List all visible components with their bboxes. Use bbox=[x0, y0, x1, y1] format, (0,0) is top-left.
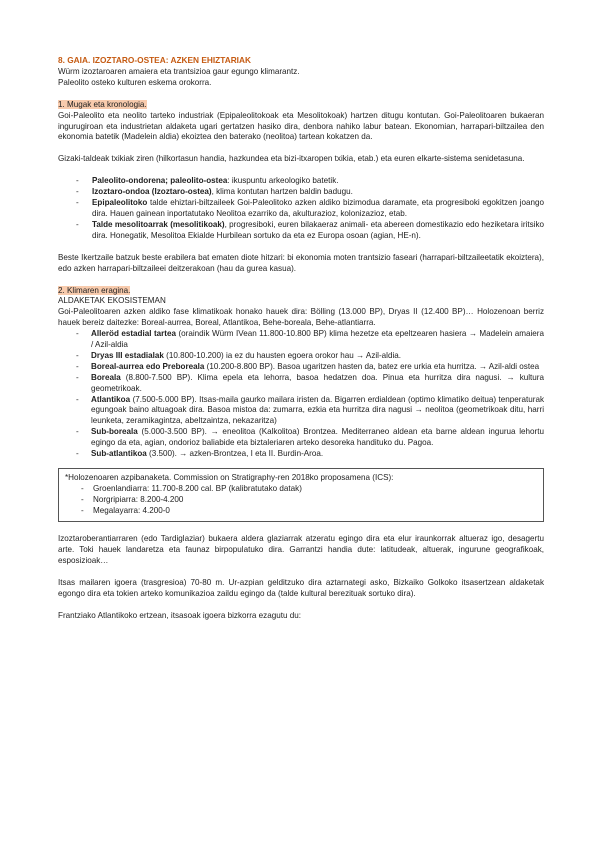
paragraph: Itsas mailaren igoera (trasgresioa) 70-80 m. Ur-azpian gelditzuko dira aztarnategi asko, Bizkaiko Golkoko itsasertzean aldaketak egongo dira eta tokien arteko komunikazioa zaildu egingo da (talde kultural berezituak sortuko dira). bbox=[58, 577, 544, 598]
list-item bbox=[58, 449, 544, 460]
climate-phases-list bbox=[58, 329, 544, 460]
list-item bbox=[58, 176, 544, 187]
holocene-subdivision-list bbox=[65, 484, 537, 517]
term: Sub-atlantikoa bbox=[91, 449, 147, 459]
term: Atlantikoa bbox=[91, 394, 131, 404]
list-item bbox=[58, 427, 544, 449]
term: Alleröd estadial tartea bbox=[91, 329, 176, 339]
list-item bbox=[58, 220, 544, 242]
holocene-note-box bbox=[58, 468, 544, 522]
spacer bbox=[58, 522, 544, 534]
list-item bbox=[58, 351, 544, 362]
spacer bbox=[58, 89, 544, 100]
list-item: - Megalayarra: 4.200-0 bbox=[65, 506, 537, 517]
definition: (7.500-5.000 BP). Itsas-maila gaurko mailara iristen da. Bigarren erdialdean (optimo klimatiko deitua) tenperaturak egungoak baino altuagoak dira. Basoa mistoa da: zumarra, ezkia eta hurritza dira nagusi → neolitoa (geometrikoak ditu, harri leunketa, zeramikagintza, abeltzaintza, nekazaritza) bbox=[91, 394, 544, 426]
note-title: *Holozenoaren azpibanaketa. Commission on Stratigraphy-ren 2018ko proposamena (ICS): bbox=[65, 473, 394, 482]
term: Sub-boreala bbox=[91, 427, 138, 437]
term: Epipaleolitoko bbox=[92, 198, 148, 208]
paragraph: Frantziako Atlantikoko ertzean, itsasoak igoera bizkorra ezagutu du: bbox=[58, 610, 301, 620]
term: Boreala bbox=[91, 372, 121, 382]
spacer bbox=[58, 143, 544, 154]
paragraph: Beste Ikertzaile batzuk beste erabilera bat ematen diote hitzari: bi ekonomia moten trantsizio faseari (harrapari-biltzaileetatik ekoiztera), edo azken harrapari-biltzaileei deitzerakoan (hau da gurea kasua). bbox=[58, 252, 544, 273]
list-item bbox=[58, 362, 544, 373]
section-heading bbox=[58, 100, 544, 111]
subheading: ALDAKETAK EKOSISTEMAN bbox=[58, 296, 166, 306]
paragraph: Goi-Paleolitoaren azken aldiko fase klimatikoak honako hauek dira: Bölling (13.000 BP), Dryas II (12.400 BP)… Holozenoan berriz hauek bereiz daitezke: Boreal-aurrea, Boreal, Atlantikoa, Behe-boreala, Behe-atlantiarra. bbox=[58, 307, 544, 328]
definition: (oraindik Würm IVean 11.800-10.800 BP) klima hezetze eta epeltzearen hasiera → Madelein amaiera / Azil-aldia bbox=[91, 329, 544, 350]
spacer bbox=[58, 242, 544, 253]
list-item bbox=[58, 329, 544, 351]
definition: (5.000-3.500 BP). → eneolitoa (Kalkolitoa) Brontzea. Mediterraneo aldean eta barne aldean ingurua lehortu egingo da eta, agian, ondorioz baliabide eta biztaleriaren arteko desoreka handituko du. Pagoa. bbox=[91, 427, 544, 448]
paragraph: Goi-Paleolito eta neolito tarteko industriak (Epipaleolitokoak eta Mesolitokoak) hartzen ditugu kontutan. Goi-Paleolitoaren bukaeran ingurugiroan eta industrietan aldaketa ugari gertatzen hasiko dira, denbora nahiko labur batean. Ekonomian, harrapari-biltzailea den ekonomia batetik (Madelein aldia) ekoiztea den baterako (neolitoa) tartean kokatzen da. bbox=[58, 110, 544, 142]
list-item bbox=[58, 395, 544, 428]
terminology-list bbox=[58, 176, 544, 241]
list-item bbox=[58, 198, 544, 220]
spacer bbox=[58, 275, 544, 286]
list-item bbox=[58, 187, 544, 198]
definition: (10.200-8.800 BP). Basoa ugaritzen hasten da, batez ere urkia eta hurritza. → Azil-aldi ostea bbox=[204, 361, 540, 371]
term: Paleolito-ondorena; paleolito-ostea bbox=[92, 176, 228, 186]
spacer bbox=[58, 567, 544, 578]
document-page bbox=[58, 55, 544, 621]
term: Boreal-aurrea edo Preboreala bbox=[91, 361, 205, 371]
chapter-title: 8. GAIA. IZOZTARO-OSTEA: AZKEN EHIZTARIAK bbox=[58, 55, 251, 65]
section-heading-text: 2. Klimaren eragina. bbox=[58, 285, 131, 295]
definition: : ikuspuntu arkeologiko batetik. bbox=[227, 176, 339, 186]
term: Talde mesolitoarrak (mesolitikoak) bbox=[92, 219, 225, 229]
definition: (3.500). → azken-Brontzea, I eta II. Burdin-Aroa. bbox=[146, 449, 324, 459]
definition: , progresiboki, euren bilakaeraz animali- eta abereen domestikazio edo heziketara iritsiko dira. Honegatik, Mesolitoa Ekialde Hurbilean sortuko da eta ez Europa osoan (agian, HE-n). bbox=[92, 219, 544, 240]
list-item bbox=[58, 373, 544, 395]
list-item: - Norgripiarra: 8.200-4.200 bbox=[65, 495, 537, 506]
definition: talde ehiztari-biltzaileek Goi-Paleolitoko azken aldiko bizimodua daramate, eta progresiboki egokitzen joango dira. Hauen gainean inportatutako Neolitoa ezarriko da, akulturazioz, kolonizazioz, etab. bbox=[92, 198, 544, 218]
intro-line: Paleolito osteko kulturen eskema orokorra. bbox=[58, 77, 212, 87]
definition: (10.800-10.200) ia ez du hausten egoera orokor hau → Azil-aldia. bbox=[163, 350, 402, 360]
intro-line: Würm izoztaroaren amaiera eta trantsizioa gaur egungo klimarantz. bbox=[58, 66, 300, 76]
definition: (8.800-7.500 BP). Klima epela eta lehorra, basoa hedatzen doa. Pinua eta hurritza dira nagusi. → kultura geometrikoak. bbox=[91, 372, 544, 393]
term: Dryas III estadialak bbox=[91, 350, 164, 360]
definition: , klima kontutan hartzen baldin badugu. bbox=[211, 187, 353, 197]
list-item: - Groenlandiarra: 11.700-8.200 cal. BP (kalibratutako datak) bbox=[65, 484, 537, 495]
term: Izoztaro-ondoa (Izoztaro-ostea) bbox=[92, 187, 212, 197]
paragraph: Gizaki-taldeak txikiak ziren (hilkortasun handia, hazkundea eta bizi-itxaropen txikia, etab.) eta euren elkarte-sistema senidetasuna. bbox=[58, 154, 525, 164]
spacer bbox=[58, 600, 544, 611]
paragraph: Izoztaroberantiarraren (edo Tardiglaziar) bukaera aldera glaziarrak atzeratu egingo dira eta elur iraunkorrak altueraz igo, desagertu arte. Toki hauek landaretza eta faunaz birpopulatuko dira. Garrantzi handia dute: latitudeak, altuerak, ingurune geografikoak, esposizioak… bbox=[58, 534, 544, 565]
section-heading bbox=[58, 286, 544, 297]
section-heading-text: 1. Mugak eta kronologia. bbox=[58, 99, 147, 109]
